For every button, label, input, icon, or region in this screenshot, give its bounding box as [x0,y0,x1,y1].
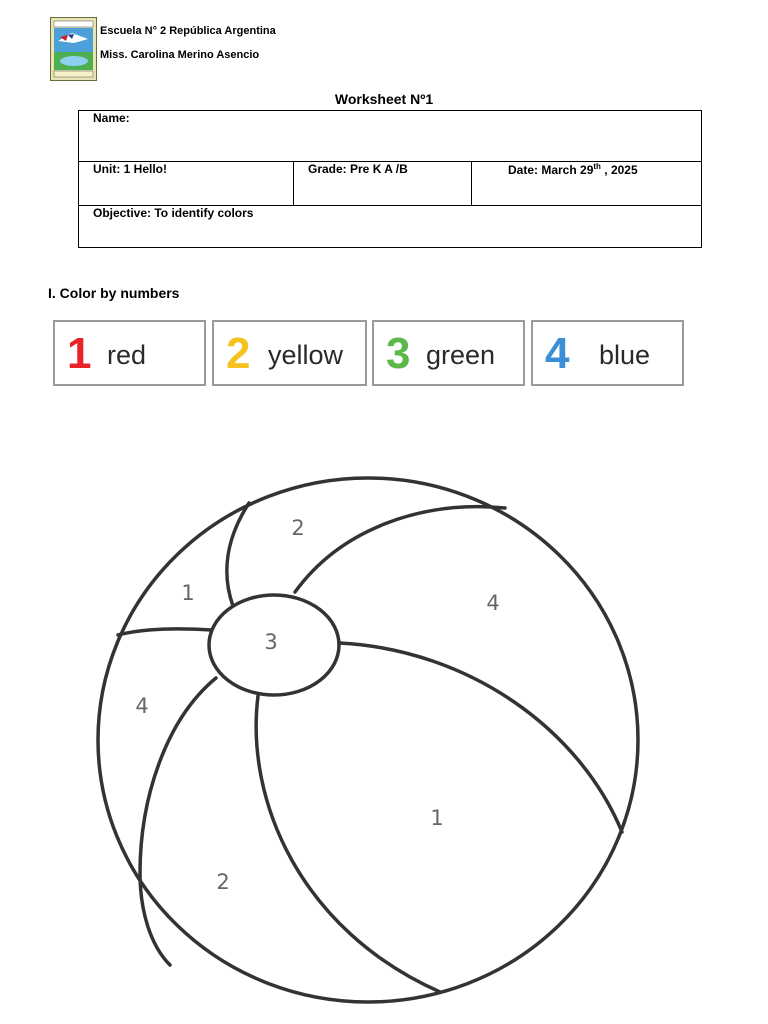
worksheet-title: Worksheet Nº1 [334,91,434,107]
ball-number: 2 [216,870,230,894]
ball-stripe [118,629,211,635]
ball-stripe [140,678,216,965]
ball-stripe [295,507,505,592]
ball-stripe [227,503,249,606]
date-suffix-sup: th [593,162,601,171]
ball-number: 1 [430,806,444,830]
key-word: blue [599,340,651,370]
ball-outline [98,478,638,1002]
objective-cell: Objective: To identify colors [79,206,702,248]
ball-number: 3 [264,630,278,654]
ball-number: 4 [486,591,500,615]
ball-number: 1 [181,581,195,605]
ball-number: 4 [135,694,149,718]
teacher-name: Miss. Carolina Merino Asencio [100,49,260,61]
key-word: green [426,340,496,370]
date-year: , 2025 [600,163,638,177]
section-title: I. Color by numbers [48,285,180,301]
key-number: 1 [67,329,92,378]
key-number: 2 [226,329,251,378]
key-word: red [107,340,147,370]
date-prefix: Date: March 29 [508,163,594,177]
ball-stripe [256,696,440,992]
ball-stripe [340,643,622,832]
key-number: 3 [386,329,411,378]
key-number: 4 [545,329,570,378]
grade-cell: Grade: Pre K A /B [294,162,472,206]
school-name: Escuela N° 2 República Argentina [100,25,276,37]
unit-cell: Unit: 1 Hello! [79,162,294,206]
key-word: yellow [268,340,344,370]
name-label: Name: [93,111,130,125]
ball-number: 2 [291,516,305,540]
